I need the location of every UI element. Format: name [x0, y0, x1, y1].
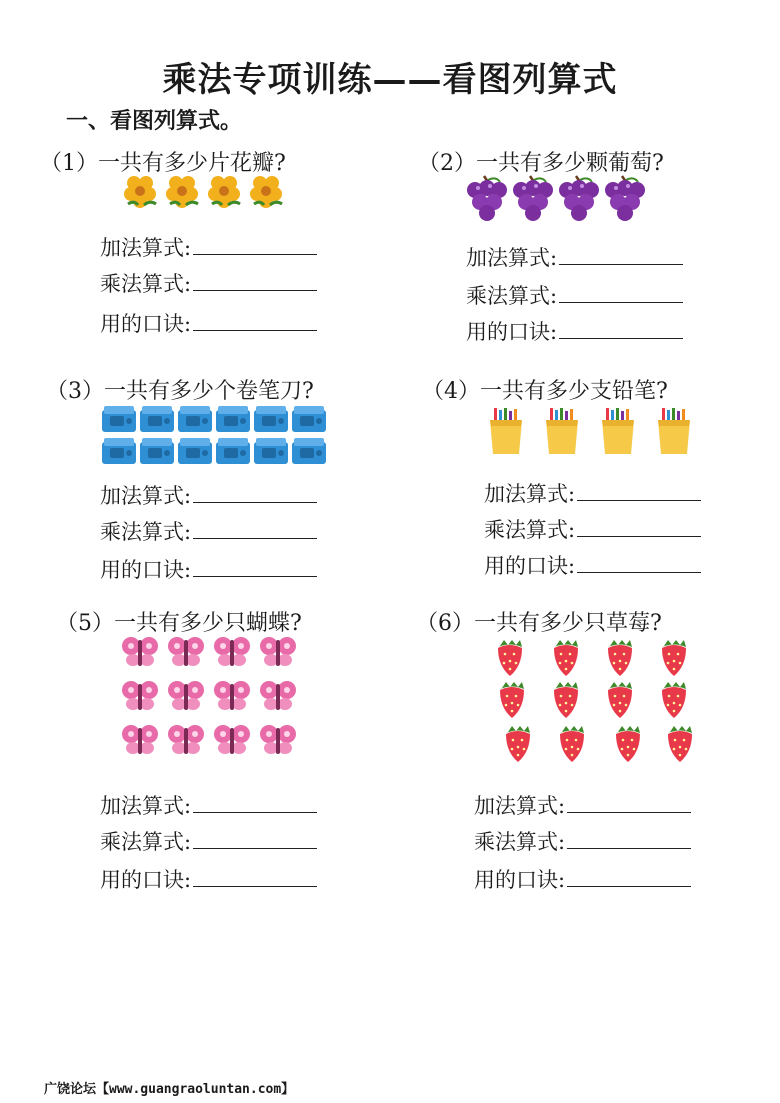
butterfly-icon [214, 725, 250, 754]
pencil-cup-icon [602, 408, 634, 454]
answer-blank[interactable] [577, 518, 701, 537]
problem-3-rhyme-row [100, 554, 317, 584]
butterfly-icon [260, 637, 296, 666]
answer-blank[interactable] [193, 868, 317, 887]
mul-label: 乘法算式: [474, 830, 566, 854]
answer-blank[interactable] [577, 482, 701, 501]
flower-icon [124, 176, 156, 208]
problem-6-mul-row [474, 826, 691, 856]
problem-3-question: （3）一共有多少个卷笔刀? [46, 379, 314, 404]
problem-5-add-row [100, 790, 317, 820]
butterfly-icon [168, 681, 204, 710]
problem-2-add-row [466, 242, 683, 272]
sharpener-icon [292, 406, 326, 432]
problem-4-rhyme-row [484, 550, 701, 580]
footer-watermark: 广饶论坛【www.guangraoluntan.com】 [44, 1082, 295, 1097]
problem-6-picture [492, 638, 702, 766]
grape-icon [467, 176, 507, 221]
answer-blank[interactable] [193, 830, 317, 849]
rhyme-label: 用的口诀: [100, 312, 192, 336]
problem-6-rhyme-row [474, 864, 691, 894]
strawberry-icon [554, 640, 578, 676]
answer-blank[interactable] [193, 272, 317, 291]
problem-6-question: （6）一共有多少只草莓? [416, 611, 662, 636]
sharpener-icon [178, 438, 212, 464]
sharpener-icon [140, 406, 174, 432]
answer-blank[interactable] [567, 794, 691, 813]
answer-blank[interactable] [193, 794, 317, 813]
strawberry-icon [662, 640, 686, 676]
answer-blank[interactable] [559, 246, 683, 265]
strawberry-icon [500, 682, 524, 718]
butterfly-icon [214, 637, 250, 666]
strawberry-icon [662, 682, 686, 718]
mul-label: 乘法算式: [100, 272, 192, 296]
pencil-cup-icon [546, 408, 578, 454]
grape-icon [513, 176, 553, 221]
strawberry-icon [616, 726, 640, 762]
problem-4-add-row [484, 478, 701, 508]
sharpener-icon [140, 438, 174, 464]
page-title: 乘法专项训练——看图列算式 [162, 60, 618, 100]
problem-1-rhyme-row [100, 308, 317, 338]
answer-blank[interactable] [193, 558, 317, 577]
add-label: 加法算式: [100, 484, 192, 508]
butterfly-icon [122, 637, 158, 666]
pencil-cup-icon [490, 408, 522, 454]
butterfly-icon [168, 725, 204, 754]
strawberry-icon [608, 682, 632, 718]
butterfly-icon [122, 681, 158, 710]
rhyme-label: 用的口诀: [484, 554, 576, 578]
butterfly-icon [122, 725, 158, 754]
add-label: 加法算式: [100, 236, 192, 260]
flower-icon [208, 176, 240, 208]
problem-2-mul-row [466, 280, 683, 310]
sharpener-icon [178, 406, 212, 432]
sharpener-icon [216, 406, 250, 432]
rhyme-label: 用的口诀: [474, 868, 566, 892]
problem-4-question: （4）一共有多少支铅笔? [422, 379, 668, 404]
problem-4-picture [488, 408, 708, 462]
problem-5-mul-row [100, 826, 317, 856]
problem-2-question: （2）一共有多少颗葡萄? [418, 151, 664, 176]
answer-blank[interactable] [577, 554, 701, 573]
problem-2-picture [466, 174, 646, 226]
answer-blank[interactable] [567, 868, 691, 887]
strawberry-icon [554, 682, 578, 718]
butterfly-icon [260, 725, 296, 754]
rhyme-label: 用的口诀: [466, 320, 558, 344]
pencil-cup-icon [658, 408, 690, 454]
sharpener-icon [254, 406, 288, 432]
sharpener-icon [254, 438, 288, 464]
grape-icon [559, 176, 599, 221]
strawberry-icon [498, 640, 522, 676]
strawberry-icon [506, 726, 530, 762]
mul-label: 乘法算式: [100, 830, 192, 854]
answer-blank[interactable] [559, 320, 683, 339]
sharpener-icon [216, 438, 250, 464]
flower-icon [166, 176, 198, 208]
problem-1-add-row [100, 232, 317, 262]
add-label: 加法算式: [474, 794, 566, 818]
problem-3-add-row [100, 480, 317, 510]
strawberry-icon [668, 726, 692, 762]
add-label: 加法算式: [100, 794, 192, 818]
problem-4-mul-row [484, 514, 701, 544]
butterfly-icon [214, 681, 250, 710]
problem-5-question: （5）一共有多少只蝴蝶? [56, 611, 302, 636]
answer-blank[interactable] [559, 284, 683, 303]
answer-blank[interactable] [193, 484, 317, 503]
problem-5-rhyme-row [100, 864, 317, 894]
problem-2-rhyme-row [466, 316, 683, 346]
mul-label: 乘法算式: [484, 518, 576, 542]
problem-6-add-row [474, 790, 691, 820]
answer-blank[interactable] [193, 520, 317, 539]
problem-1-mul-row [100, 268, 317, 298]
flower-icon [250, 176, 282, 208]
sharpener-icon [292, 438, 326, 464]
rhyme-label: 用的口诀: [100, 868, 192, 892]
section-heading: 一、看图列算式。 [66, 108, 243, 134]
strawberry-icon [560, 726, 584, 762]
strawberry-icon [608, 640, 632, 676]
grape-icon [605, 176, 645, 221]
answer-blank[interactable] [193, 236, 317, 255]
sharpener-icon [102, 438, 136, 464]
mul-label: 乘法算式: [100, 520, 192, 544]
butterfly-icon [168, 637, 204, 666]
add-label: 加法算式: [466, 246, 558, 270]
mul-label: 乘法算式: [466, 284, 558, 308]
problem-5-picture [122, 636, 292, 760]
sharpener-icon [102, 406, 136, 432]
problem-3-mul-row [100, 516, 317, 546]
answer-blank[interactable] [193, 312, 317, 331]
problem-3-picture [102, 404, 342, 470]
answer-blank[interactable] [567, 830, 691, 849]
butterfly-icon [260, 681, 296, 710]
rhyme-label: 用的口诀: [100, 558, 192, 582]
add-label: 加法算式: [484, 482, 576, 506]
problem-1-question: （1）一共有多少片花瓣? [40, 151, 286, 176]
problem-1-picture [124, 174, 294, 214]
